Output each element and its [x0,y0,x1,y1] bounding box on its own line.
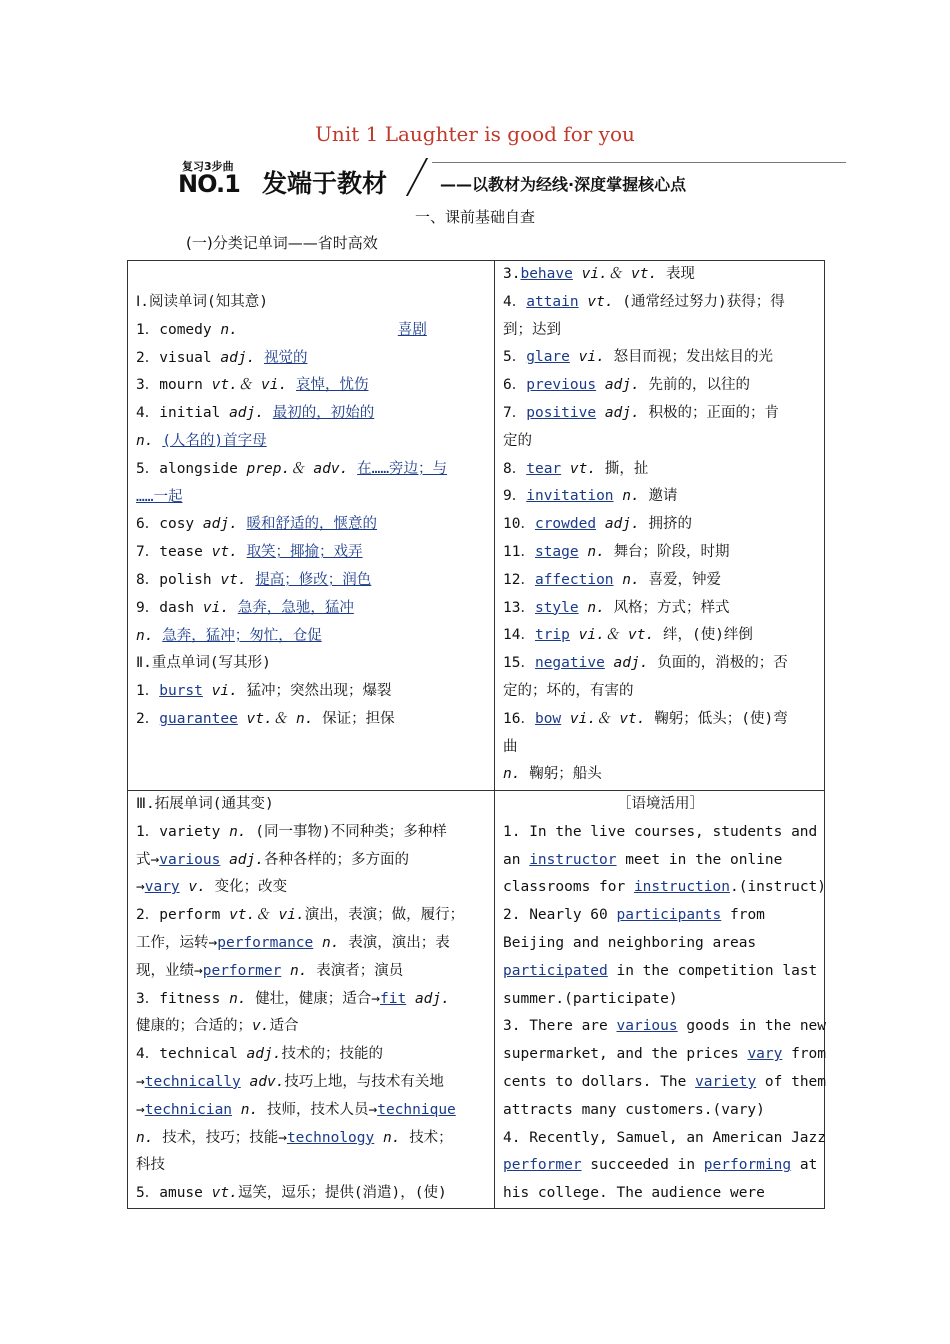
list-item: 4．initial adj. 最初的，初始的 [136,405,375,422]
list-item: 13．style n. 风格；方式；样式 [503,599,730,616]
list-item: 5．amuse vt.逗笑，逗乐；提供(消遣)，(使) [136,1185,447,1202]
list-item: 3. There are various goods in the new [503,1018,827,1035]
list-item: 9．dash vi. 急奔，急驰，猛冲 [136,599,354,616]
list-item: 8．tear vt. 撕，扯 [503,460,649,477]
banner-rule [432,162,846,163]
banner-subtitle: ——以教材为经线·深度掌握核心点 [440,175,687,194]
key-words-cell [495,261,825,791]
list-item: 式→various adj.各种各样的；多方面的 [136,851,409,868]
list-item: ……一起 [136,488,183,505]
reading-words-cell [128,261,495,791]
list-item: 工作，运转→performance n. 表演，演出；表 [136,934,450,951]
list-item: summer.(participate) [503,990,678,1007]
list-item: 1．burst vi. 猛冲；突然出现；爆裂 [136,683,392,700]
banner-number: NO.1 [178,170,240,198]
list-item: 定的；坏的，有害的 [503,682,634,699]
key-words-header: Ⅱ.重点单词(写其形) [136,655,271,672]
list-item: →technically adv.技巧上地，与技术有关地 [136,1073,444,1090]
list-item: 12．affection n. 喜爱，钟爱 [503,571,721,588]
list-item: 7．positive adj. 积极的；正面的；肯 [503,404,779,421]
extended-words-header: Ⅲ.拓展单词(通其变) [136,796,274,812]
list-item: 4．attain vt. (通常经过努力)获得；得 [503,293,785,310]
list-item: 7．tease vt. 取笑；揶揄；戏弄 [136,544,363,561]
list-item: n. 技术，技巧；技能→technology n. 技术； [136,1129,453,1146]
list-item: n. (人名的)首字母 [136,432,267,449]
list-item: 9．invitation n. 邀请 [503,488,678,505]
list-item: cents to dollars. The variety of them [503,1073,827,1090]
banner-slash [406,158,428,196]
section-banner [178,158,846,198]
list-item: 定的 [503,432,532,449]
list-item: 5．alongside prep.＆ adv. 在……旁边；与 [136,460,448,477]
list-item: 科技 [136,1157,165,1174]
list-item: →vary v. 变化；改变 [136,879,288,896]
list-item: an instructor meet in the online [503,851,783,868]
list-item: n. 鞠躬；船头 [503,766,602,783]
list-item: 2．visual adj. 视觉的 [136,349,308,366]
list-item: supermarket, and the prices vary from [503,1046,827,1063]
section-heading: 一、课前基础自查 [414,208,535,226]
list-item: 4．technical adj.技术的；技能的 [136,1046,383,1063]
context-usage-cell [495,791,825,1209]
list-item: 16．bow vi.＆ vt. 鞠躬；低头；(使)弯 [503,710,788,727]
banner-small-label: 复习3步曲 [182,160,234,173]
list-item: 2. Nearly 60 participants from [503,907,765,924]
list-item: performer succeeded in performing at [503,1157,818,1174]
list-item: 曲 [503,738,518,755]
list-item: attracts many customers.(vary) [503,1101,765,1118]
list-item: 1. In the live courses, students and [503,823,818,840]
subsection-heading: (一)分类记单词——省时高效 [186,234,378,252]
banner-heading: 发端于教材 [262,169,388,198]
list-item: 5．glare vi. 怒目而视；发出炫目的光 [503,349,774,366]
list-item: 2．guarantee vt.＆ n. 保证；担保 [136,710,395,727]
list-item: 3.behave vi.＆ vt. 表现 [503,266,695,282]
page-title: Unit 1 Laughter is good for you [315,122,635,146]
list-item: 10．crowded adj. 拥挤的 [503,516,692,533]
vocab-table [127,260,825,1209]
list-item: 2．perform vt.＆ vi.演出，表演；做，履行； [136,907,465,924]
list-item: 14．trip vi.＆ vt. 绊，(使)绊倒 [503,627,753,644]
reading-words-header: Ⅰ.阅读单词(知其意) [136,294,268,310]
list-item: 8．polish vt. 提高；修改；润色 [136,571,372,588]
list-item: 4. Recently, Samuel, an American Jazz [503,1129,827,1146]
list-item: 3．fitness n. 健壮，健康；适合→fit adj. [136,990,450,1007]
list-item: 1．variety n. (同一事物)不同种类；多种样 [136,823,447,840]
list-item: →technician n. 技师，技术人员→technique [136,1101,456,1118]
list-item: n. 急奔，猛冲；匆忙，仓促 [136,627,322,644]
extended-words-cell [128,791,495,1209]
list-item: 现，业绩→performer n. 表演者；演员 [136,962,404,979]
list-item: 到；达到 [503,321,561,338]
list-item: 健康的；合适的；v.适合 [136,1018,299,1035]
list-item: 6．previous adj. 先前的，以往的 [503,377,750,394]
list-item: classrooms for instruction.(instruct) [503,879,827,896]
list-item: Beijing and neighboring areas [503,934,757,951]
context-usage-header: ［语境活用］ [617,796,704,812]
list-item: 15．negative adj. 负面的，消极的；否 [503,655,788,672]
list-item: 1．comedy n. 喜剧 [136,321,427,338]
list-item: participated in the competition last [503,962,818,979]
list-item: 11．stage n. 舞台；阶段，时期 [503,543,730,560]
list-item: 3．mourn vt.＆ vi. 哀悼，忧伤 [136,377,369,394]
list-item: 6．cosy adj. 暖和舒适的，惬意的 [136,516,378,533]
list-item: his college. The audience were [503,1185,765,1202]
